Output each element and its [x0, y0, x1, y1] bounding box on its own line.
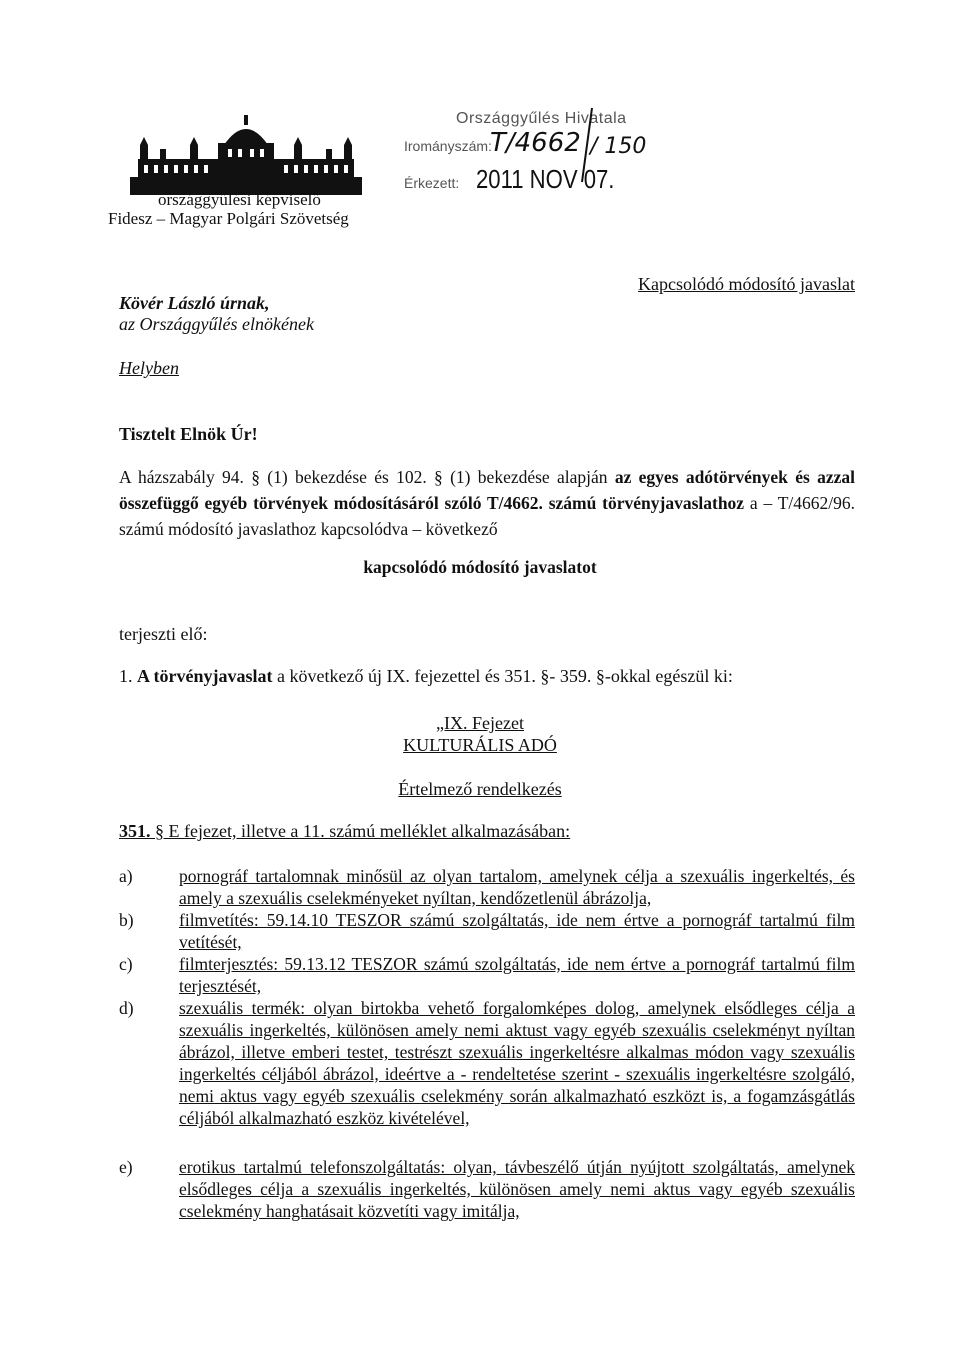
section-number: 351. [119, 821, 151, 841]
item-letter: d) [119, 998, 134, 1018]
addressee-name: Kövér László úrnak, [119, 293, 270, 313]
item-letter: e) [119, 1157, 133, 1177]
addressee-place: Helyben [119, 358, 179, 378]
item-letter: b) [119, 910, 134, 930]
bill-title: az egyes adótörvények és azzal összefüggő egyéb törvények módosításáról szóló T/4662. számú törvényjavaslathoz [119, 467, 855, 513]
stamp-irom-label: Irományszám: [404, 138, 492, 154]
item-letter: c) [119, 954, 133, 974]
intro-paragraph [119, 464, 855, 542]
item-text: filmvetítés: 59.14.10 TESZOR számú szolgáltatás, ide nem értve a pornográf tartalmú film vetítését, [179, 910, 855, 952]
parliament-building-logo [130, 115, 362, 195]
item-text: pornográf tartalomnak minősül az olyan tartalom, amelynek célja a szexuális ingerkeltés, és amely a szexuális cselekményeket nyíltan, kendőzetlenül ábrázolja, [179, 866, 855, 908]
chapter-number: „IX. Fejezet [436, 713, 524, 733]
point-1 [119, 665, 733, 687]
salutation: Tisztelt Elnök Úr! [119, 424, 258, 444]
item-text: filmterjesztés: 59.13.12 TESZOR számú szolgáltatás, ide nem értve a pornográf tartalmú film terjesztését, [179, 954, 855, 996]
document-type: Kapcsolódó módosító javaslat [638, 274, 855, 294]
point-1-number: 1. [119, 666, 137, 686]
stamp-irom-sub: / 150 [590, 134, 647, 159]
mp-title: országgyűlési képviselő [158, 190, 321, 209]
item-text: szexuális termék: olyan birtokba vehető forgalomképes dolog, amelynek elsődleges célja a szexuális ingerkeltés, különösen amely nemi aktust vagy egyéb szexuális cselekményt nyíltan ábrázol, illetve emberi testet, testrészt szexuális ingerkeltésre alkalmas módon vagy szexuális ingerkeltés céljából ábrázol, ideértve a - rendeltetése szerint - szexuális ingerkeltésre szolgáló, nemi aktus vagy egyéb szexuális cselekmény során alkalmazható eszközt is, a fogamzásgátlás céljából alkalmazható eszköz kivételével, [179, 998, 855, 1128]
intro-text-2: a – T/4662/96. számú módosító javaslathoz kapcsolódva – következő [119, 493, 855, 539]
section-351 [119, 820, 570, 842]
chapter-title: KULTURÁLIS ADÓ [403, 735, 557, 755]
stamp-irom-value: T/4662 [490, 128, 581, 158]
item-text: erotikus tartalmú telefonszolgáltatás: olyan, távbeszélő útján nyújtott szolgáltatás, amelynek elsődleges célja a szexuális ingerkeltés, különösen amely nemi aktus vagy egyéb szexuális cselekmény hanghatásait közvetíti vagy imitálja, [179, 1157, 855, 1221]
proposal-title: kapcsolódó módosító javaslatot [363, 557, 597, 577]
party-name: Fidesz – Magyar Polgári Szövetség [108, 209, 349, 228]
stamp-received-label: Érkezett: [404, 175, 460, 191]
stamp-received-date: 2011 NOV 07. [476, 164, 615, 194]
point-1-bold: A törvényjavaslat [137, 666, 273, 686]
stamp-office: Országgyűlés Hivatala [456, 110, 627, 127]
chapter-subtitle: Értelmező rendelkezés [398, 779, 562, 799]
submit-text: terjeszti elő: [119, 624, 208, 644]
addressee-role: az Országgyűlés elnökének [119, 314, 314, 334]
section-text: § E fejezet, illetve a 11. számú melléklet alkalmazásában: [150, 821, 571, 841]
item-letter: a) [119, 866, 133, 886]
intro-text: A házszabály 94. § (1) bekezdése és 102. § (1) bekezdése alapján [119, 467, 615, 487]
point-1-text: a következő új IX. fejezettel és 351. §- 359. §-okkal egészül ki: [272, 666, 733, 686]
